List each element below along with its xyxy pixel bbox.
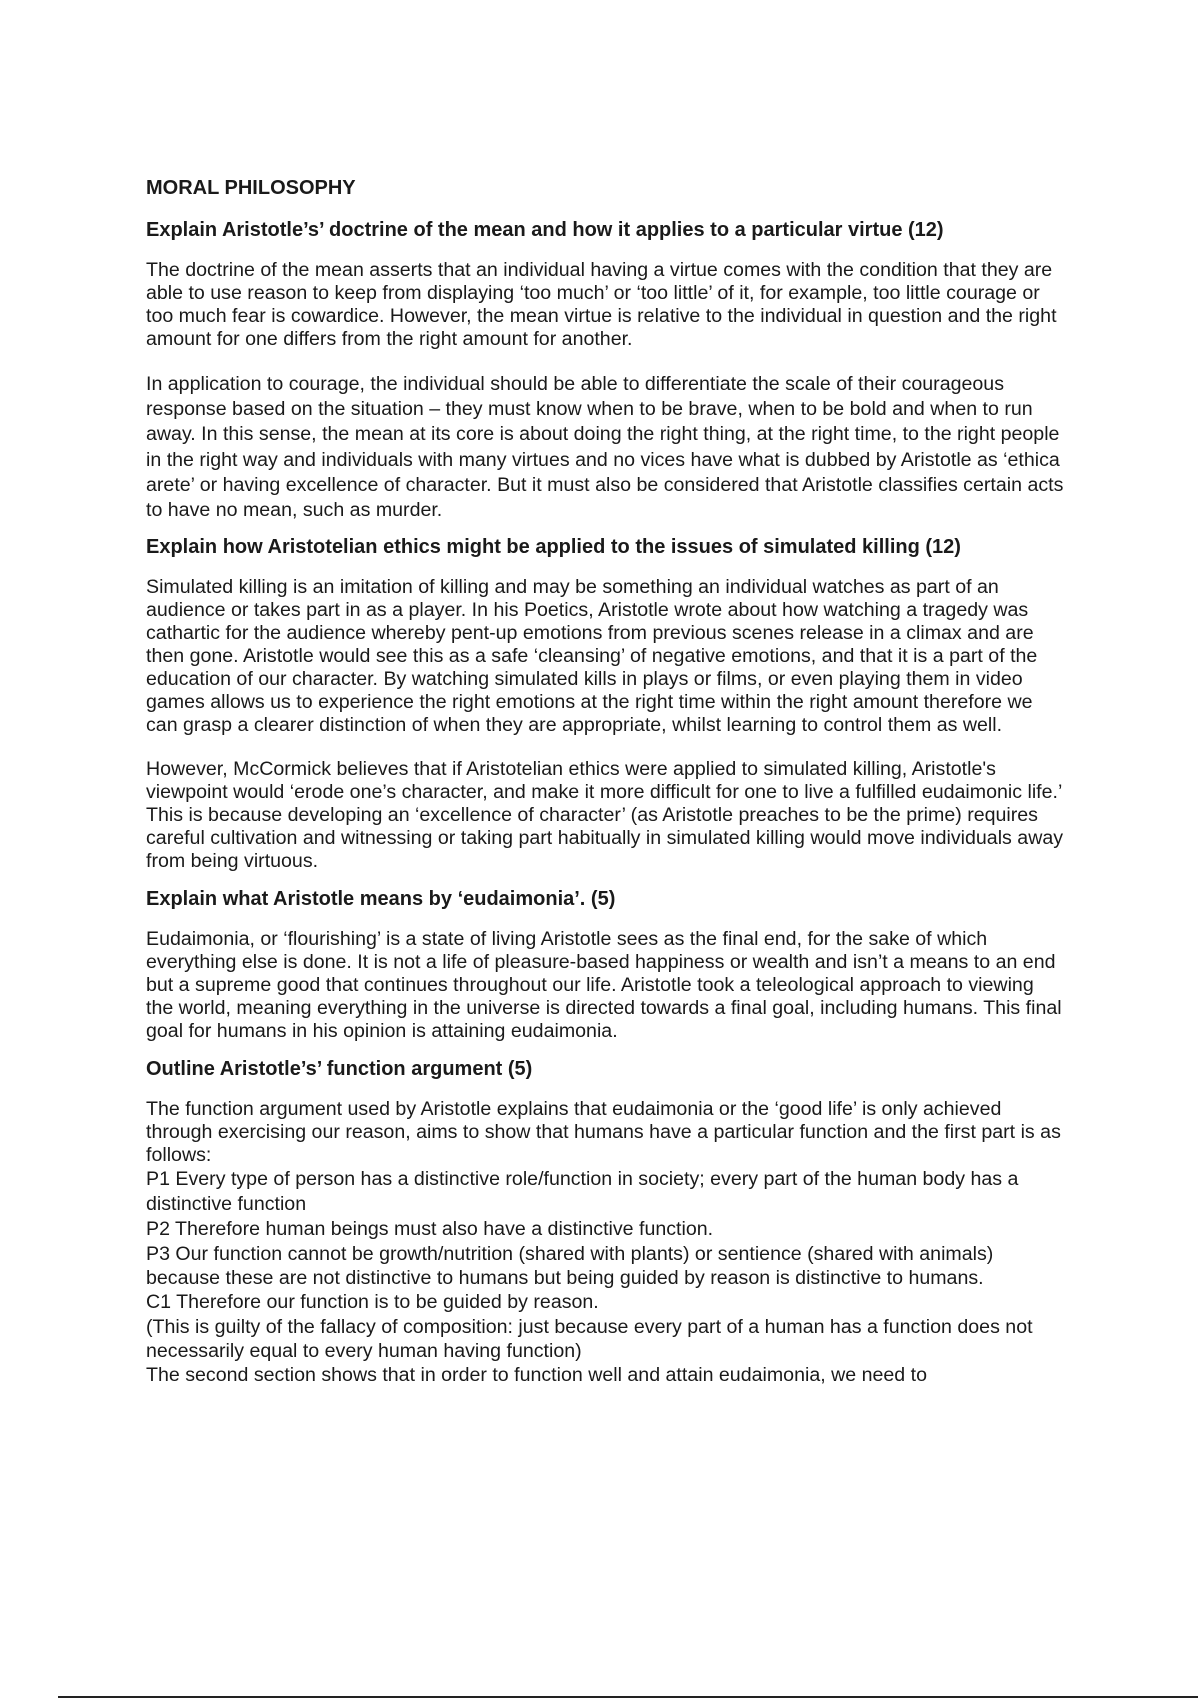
argument-intro: The function argument used by Aristotle explains that eudaimonia or the ‘good life’ is only achieved through exercising our reason, aims to show that humans have a particular function and the first part is as follows: — [146, 1098, 1061, 1167]
answer-paragraph: However, McCormick believes that if Aristotelian ethics were applied to simulated killing, Aristotle's viewpoint would ‘erode one’s character, and make it more difficult for one to live a fulfilled eudaimonic life.’ This is because developing an ‘excellence of character’ (as Aristotle preaches to be the prime) requires careful cultivation and witnessing or taking part habitually in simulated killing would move individuals away from being virtuous. — [146, 758, 1064, 873]
answer-paragraph: The doctrine of the mean asserts that an individual having a virtue comes with the condition that they are able to use reason to keep from displaying ‘too much’ or ‘too little’ of it, for example, too little courage or too much fear is cowardice. However, the mean virtue is relative to the individual in question and the right amount for one differs from the right amount for another. — [146, 259, 1057, 350]
second-section-line: The second section shows that in order to function well and attain eudaimonia, we need to — [146, 1364, 927, 1387]
argument-block — [146, 1098, 1066, 1388]
question-heading: Outline Aristotle’s’ function argument (5) — [146, 1058, 533, 1081]
question-heading: Explain what Aristotle means by ‘eudaimonia’. (5) — [146, 888, 616, 911]
conclusion-c1: C1 Therefore our function is to be guided by reason. — [146, 1291, 599, 1314]
answer-paragraph: Simulated killing is an imitation of killing and may be something an individual watches as part of an audience or takes part in as a player. In his Poetics, Aristotle wrote about how watching a tragedy was cathartic for the audience whereby pent-up emotions from previous scenes release in a climax and are then gone. Aristotle would see this as a safe ‘cleansing’ of negative emotions, and that it is a part of the education of our character. By watching simulated kills in plays or films, or even playing them in video games allows us to experience the right emotions at the right time within the right amount therefore we can grasp a clearer distinction of when they are appropriate, whilst learning to control them as well. — [146, 576, 1038, 737]
document-title: MORAL PHILOSOPHY — [146, 177, 356, 199]
premise-p3: P3 Our function cannot be growth/nutrition (shared with plants) or sentience (shared with animals) because these are not distinctive to humans but being guided by reason is distinctive to humans. — [146, 1243, 994, 1290]
question-heading: Explain how Aristotelian ethics might be applied to the issues of simulated killing (12) — [146, 536, 961, 559]
fallacy-note: (This is guilty of the fallacy of composition: just because every part of a human has a function does not necessarily equal to every human having function) — [146, 1316, 1033, 1363]
page-bottom-rule — [58, 1696, 1198, 1698]
document-page — [146, 176, 1066, 1388]
answer-paragraph: In application to courage, the individual should be able to differentiate the scale of their courageous response based on the situation – they must know when to be brave, when to be bold and when to run away. In this sense, the mean at its core is about doing the right thing, at the right time, to the right people in the right way and individuals with many virtues and no vices have what is dubbed by Aristotle as ‘ethica arete’ or having excellence of character. But it must also be considered that Aristotle classifies certain acts to have no mean, such as murder. — [146, 373, 1064, 522]
premise-p2: P2 Therefore human beings must also have a distinctive function. — [146, 1218, 714, 1241]
premise-p1: P1 Every type of person has a distinctive role/function in society; every part of the human body has a distinctive function — [146, 1168, 1019, 1216]
answer-paragraph: Eudaimonia, or ‘flourishing’ is a state of living Aristotle sees as the final end, for the sake of which everything else is done. It is not a life of pleasure-based happiness or wealth and isn’t a means to an end but a supreme good that continues throughout our life. Aristotle took a teleological approach to viewing the world, meaning everything in the universe is directed towards a final goal, including humans. This final goal for humans in his opinion is attaining eudaimonia. — [146, 928, 1062, 1043]
question-heading: Explain Aristotle’s’ doctrine of the mean and how it applies to a particular virtue (12) — [146, 219, 944, 241]
